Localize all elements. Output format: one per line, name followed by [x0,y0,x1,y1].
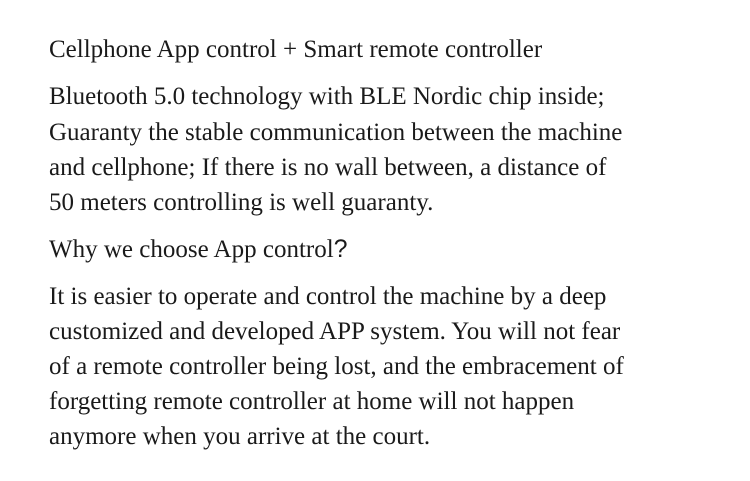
question-mark: ? [333,235,348,263]
intro-line: and cellphone; If there is no wall between, a distance of [49,154,607,181]
answer-line: forgetting remote controller at home will not happen [49,388,575,415]
answer-line: customized and developed APP system. You will not fear [49,318,621,345]
question-text: Why we choose App control [49,236,334,263]
intro-line: Guaranty the stable communication between the machine [49,119,623,146]
question-heading [49,237,348,262]
answer-line: It is easier to operate and control the machine by a deep [49,283,607,310]
intro-line: 50 meters controlling is well guaranty. [49,189,434,216]
intro-line: Bluetooth 5.0 technology with BLE Nordic chip inside; [49,83,605,110]
heading: Cellphone App control + Smart remote controller [49,36,543,63]
answer-line: of a remote controller being lost, and the embracement of [49,353,624,380]
answer-line: anymore when you arrive at the court. [49,423,431,450]
